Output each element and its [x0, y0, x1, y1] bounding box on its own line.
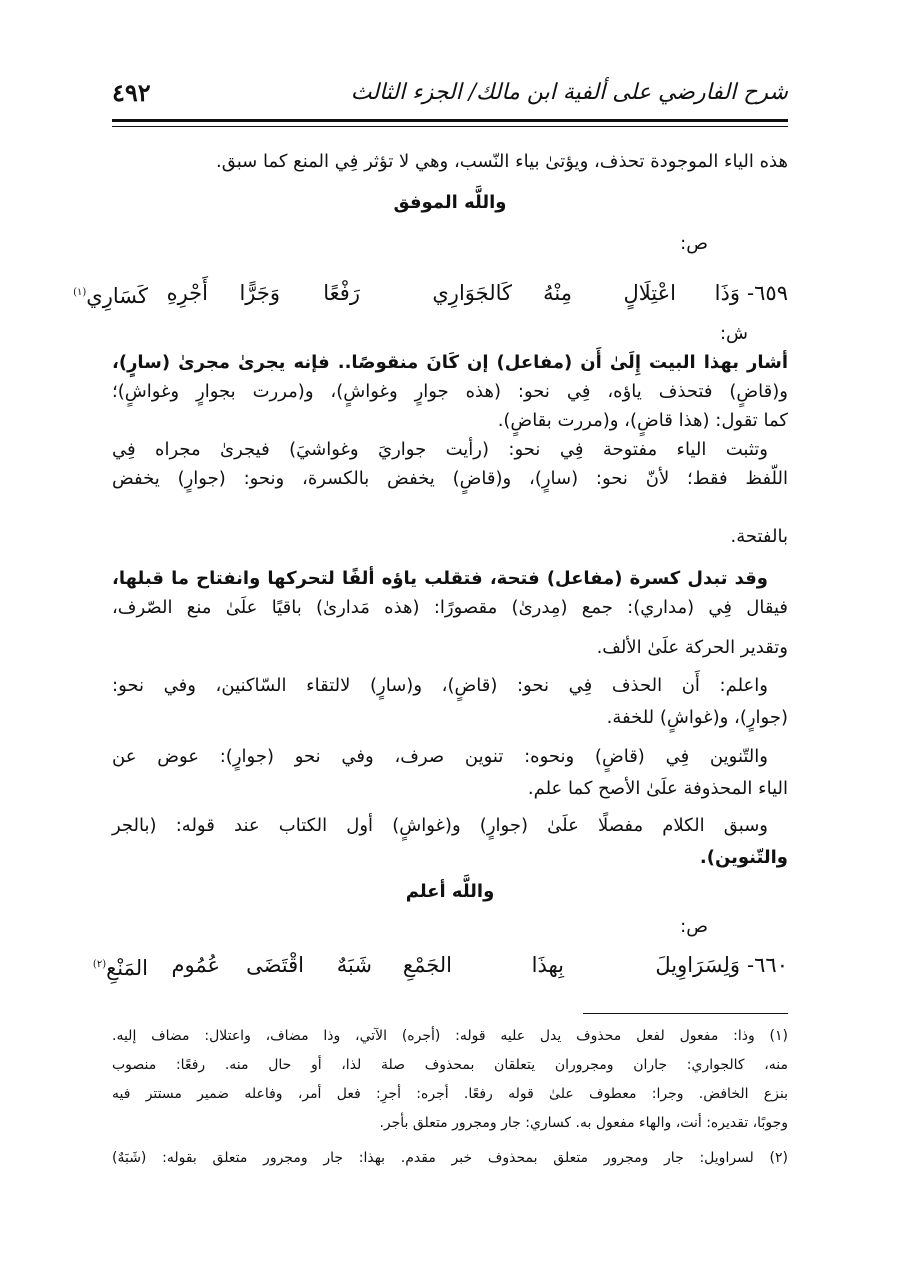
closing-note-2: واللَّه أعلم — [405, 881, 495, 902]
footnote-1-line2: منه، كالجواري: جاران ومجروران يتعلقان بمحذوف صلة لذا، أو حال منه. رفعًا: منصوب — [112, 1057, 788, 1073]
footnote-2-line1: (٢) لسراويل: جار ومجرور متعلق بمحذوف خبر مقدم. بهذا: جار ومجرور متعلق بقوله: (شَبَهٌ) — [112, 1150, 788, 1166]
para2-line2: اللّفظ فقط؛ لأنّ نحو: (سارٍ)، و(قاضٍ) يخفض بالكسرة، ونحو: (جوارٍ) يخفض — [112, 468, 788, 489]
para1-line2: و(قاضٍ) فتحذف ياؤه، فِي نحو: (هذه جوارٍ وغواشٍ)، و(مررت بجوارٍ وغواشٍ)؛ — [112, 381, 788, 402]
verse-number: ٦٥٩- — [747, 281, 788, 305]
verse-word: شَبَهٌ — [336, 953, 372, 977]
verse-word: عُمُوم — [171, 953, 220, 977]
page-number: ٤٩٢ — [112, 78, 151, 107]
para6-line2: والتّنوين). — [699, 847, 788, 868]
footnote-1-line1: (١) وذا: مفعول لفعل محذوف يدل عليه قوله: (أجره) الآتي، وذا مضاف، واعتلال: مضاف إليه. — [112, 1028, 788, 1044]
para1-line1: أشار بهذا البيت إِلَىٰ أَن (مفاعل) إن كَانَ منقوصًا.. فإنه يجرىٰ مجرىٰ (سارٍ)، — [112, 352, 788, 373]
para6-line1: وسبق الكلام مفصلًا علَىٰ (جوارٍ) و(غواشٍ) أول الكتاب عند قوله: (بالجر — [112, 815, 768, 836]
closing-note-1: واللَّه الموفق — [393, 192, 507, 213]
verse-659 — [73, 278, 788, 310]
footnote-marker: (١) — [73, 287, 87, 298]
para5-line2: الياء المحذوفة علَىٰ الأصح كما علم. — [527, 778, 788, 799]
verse-660 — [92, 950, 788, 982]
para2-line3: بالفتحة. — [730, 526, 788, 547]
verse-word: وَجَرًّا — [239, 281, 280, 305]
body-line-1: هذه الياء الموجودة تحذف، ويؤتىٰ بياء النّسب، وهي لا تؤثر فِي المنع كما سبق. — [215, 151, 788, 172]
para5-line1: والتّنوين فِي (قاضٍ) ونحوه: تنوين صرف، وفي نحو (جوارٍ): عوض عن — [112, 746, 768, 767]
footnote-1-line3: بنزع الخافض. وجرا: معطوف علىٰ قوله رفعًا. أجره: أجرِ: فعل أمر، وفاعله ضمير مستتر فيه — [112, 1086, 788, 1102]
verse-word: بِهذَا — [531, 953, 564, 977]
header-rule-thin — [112, 126, 788, 127]
verse-word: وَلِسَرَاوِيلَ — [655, 953, 740, 977]
verse-word: الجَمْعِ — [402, 953, 452, 977]
verse-word: مِنْهُ — [543, 281, 572, 305]
header-rule-thick — [112, 119, 788, 122]
verse-word: رَفْعًا — [323, 281, 360, 305]
verse-word: اعْتِلَالٍ — [623, 281, 676, 305]
sh-label: ش: — [719, 323, 748, 344]
footnote-marker: (٢) — [92, 959, 107, 970]
verse-word: أَجْرِهِ — [166, 281, 208, 305]
footnote-1-line4: وجوبًا، تقديره: أنت، والهاء مفعول به. كساري: جار ومجرور متعلق بأجر. — [379, 1115, 788, 1131]
para2-line1: وتثبت الياء مفتوحة فِي نحو: (رأيت جواريَ وغواشيَ) فيجرىٰ مجراه فِي — [112, 439, 768, 460]
para3-line3: وتقدير الحركة علَىٰ الألف. — [596, 637, 788, 658]
para3-line1: وقد تبدل كسرة (مفاعل) فتحة، فتقلب ياؤه ألفًا لتحركها وانفتاح ما قبلها، — [112, 568, 768, 589]
s-label-2: ص: — [680, 916, 708, 937]
running-header — [112, 78, 788, 118]
verse-word: وَذَا — [714, 281, 740, 305]
para1-line3: كما تقول: (هذا قاضٍ)، و(مررت بقاضٍ). — [497, 410, 788, 431]
s-label-1: ص: — [680, 233, 708, 254]
verse-number: ٦٦٠- — [747, 953, 788, 977]
verse-word: اقْتَضَى — [246, 953, 304, 977]
verse-word: المَنْعِ$^{(٢)}$ — [92, 956, 148, 980]
para4-line1: واعلم: أَن الحذف فِي نحو: (قاضٍ)، و(سارٍ) لالتقاء السّاكنين، وفي نحو: — [112, 675, 768, 696]
verse-word: كَسَارِي$^{(١)}$ — [73, 284, 148, 308]
para4-line2: (جوارٍ)، و(غواشٍ) للخفة. — [606, 707, 788, 728]
footnote-separator — [583, 1013, 788, 1014]
header-title: شرح الفارضي على ألفية ابن مالك/ الجزء الثالث — [350, 80, 788, 105]
verse-word: كَالجَوَارِي — [432, 281, 512, 305]
para3-line2: فيقال فِي (مداري): جمع (مِدرىٰ) مقصورًا: (هذه مَدارىٰ) باقيًا علَىٰ منع الصّرف، — [112, 597, 788, 618]
